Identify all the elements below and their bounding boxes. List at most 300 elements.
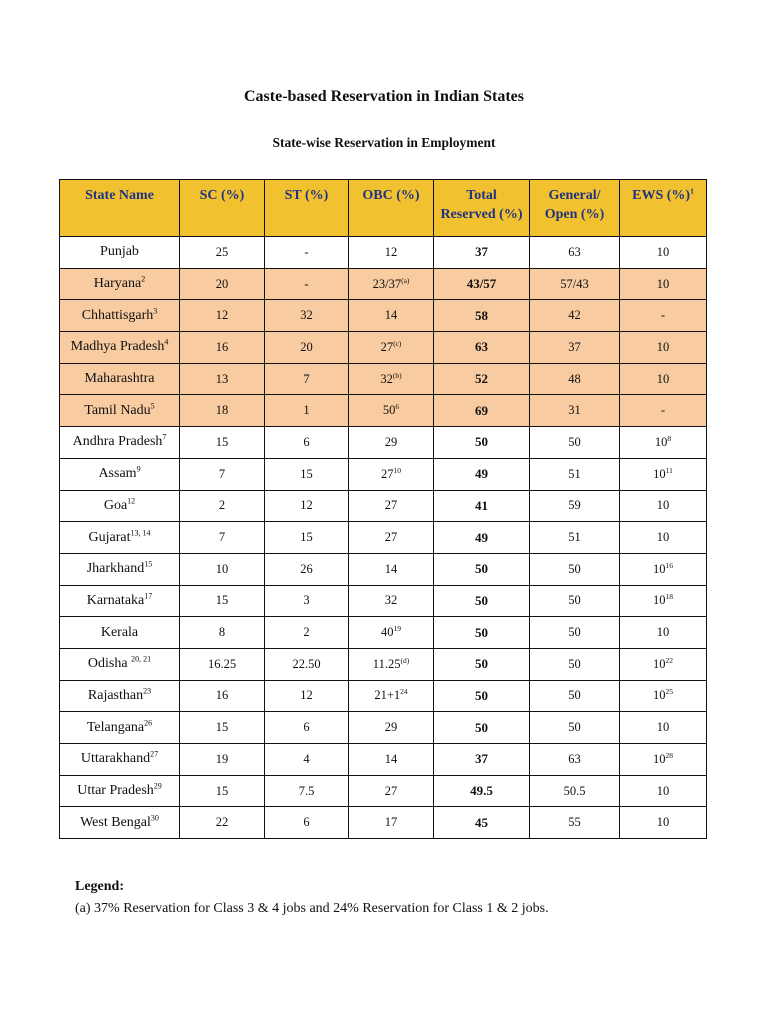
cell-ews-value: 10 bbox=[654, 434, 668, 449]
cell-general-open bbox=[530, 617, 620, 649]
cell-state-name bbox=[60, 712, 180, 744]
footnote-marker: 29 bbox=[153, 781, 162, 791]
cell-obc-value: 50 bbox=[382, 403, 396, 418]
cell-st-value: 6 bbox=[303, 815, 310, 830]
cell-obc bbox=[349, 458, 434, 490]
cell-general-open bbox=[530, 585, 620, 617]
table-row bbox=[60, 363, 707, 395]
cell-sc bbox=[180, 553, 265, 585]
cell-ews bbox=[620, 553, 707, 585]
cell-st-value: 12 bbox=[300, 688, 313, 703]
cell-state-name-value: Chhattisgarh bbox=[81, 307, 154, 323]
cell-state-name-value: Punjab bbox=[100, 244, 139, 260]
cell-st-value: 4 bbox=[303, 751, 310, 766]
cell-state-name bbox=[60, 680, 180, 712]
legend-title: Legend: bbox=[75, 879, 124, 894]
cell-st-value: 3 bbox=[303, 593, 310, 608]
cell-general-open-value: 48 bbox=[568, 371, 581, 386]
cell-st-value: 32 bbox=[300, 308, 313, 323]
cell-obc bbox=[349, 268, 434, 300]
cell-st-value: 12 bbox=[300, 498, 313, 513]
cell-state-name-value: Gujarat bbox=[88, 529, 131, 545]
cell-st bbox=[265, 395, 349, 427]
cell-sc-value: 15 bbox=[215, 720, 229, 735]
footnote-marker: 12 bbox=[127, 496, 136, 506]
cell-obc-value: 14 bbox=[384, 751, 398, 766]
cell-general-open-value: 51 bbox=[568, 530, 581, 545]
cell-sc bbox=[180, 775, 265, 807]
cell-obc-value: 29 bbox=[384, 720, 398, 735]
cell-total-reserved-value: 63 bbox=[475, 339, 488, 355]
cell-state-name-value: Kerala bbox=[100, 624, 139, 640]
cell-ews-value: 10 bbox=[653, 751, 666, 766]
cell-general-open-value: 42 bbox=[568, 308, 581, 323]
cell-sc-value: 16.25 bbox=[207, 656, 237, 671]
footnote-marker: 22 bbox=[665, 655, 673, 665]
cell-general-open-value: 63 bbox=[568, 751, 581, 766]
footnote-marker: 20, 21 bbox=[131, 654, 152, 664]
cell-st-value: 2 bbox=[303, 625, 310, 640]
cell-obc bbox=[349, 522, 434, 554]
footnote-marker: 25 bbox=[665, 687, 673, 697]
cell-sc-value: 8 bbox=[218, 625, 226, 640]
cell-ews-value: 10 bbox=[656, 720, 670, 735]
page-title: Caste-based Reservation in Indian States bbox=[243, 88, 524, 105]
cell-state-name-value: West Bengal bbox=[80, 814, 151, 830]
cell-ews bbox=[620, 300, 707, 332]
cell-ews bbox=[620, 427, 707, 459]
cell-obc bbox=[349, 585, 434, 617]
cell-general-open bbox=[530, 712, 620, 744]
cell-state-name bbox=[60, 553, 180, 585]
table-row bbox=[60, 237, 707, 269]
cell-sc-value: 19 bbox=[215, 751, 229, 766]
footnote-marker: 28 bbox=[665, 750, 673, 760]
cell-total-reserved bbox=[434, 300, 530, 332]
cell-obc-value: 17 bbox=[384, 815, 398, 830]
table-row bbox=[60, 553, 707, 585]
cell-state-name bbox=[60, 648, 180, 680]
cell-sc bbox=[180, 712, 265, 744]
footnote-marker: 17 bbox=[144, 591, 153, 601]
cell-sc-value: 16 bbox=[215, 339, 229, 354]
cell-st bbox=[265, 744, 349, 776]
cell-sc-value: 13 bbox=[215, 371, 229, 386]
footnote-marker: 8 bbox=[667, 433, 672, 443]
cell-total-reserved bbox=[434, 744, 530, 776]
cell-obc bbox=[349, 648, 434, 680]
cell-ews-value: 10 bbox=[656, 371, 670, 386]
cell-general-open bbox=[530, 553, 620, 585]
cell-state-name-value: Haryana bbox=[93, 276, 142, 292]
cell-sc bbox=[180, 458, 265, 490]
cell-ews bbox=[620, 268, 707, 300]
cell-sc bbox=[180, 617, 265, 649]
cell-ews bbox=[620, 744, 707, 776]
cell-general-open-value: 50.5 bbox=[563, 783, 586, 798]
cell-st bbox=[265, 680, 349, 712]
cell-state-name-value: Rajasthan bbox=[87, 687, 144, 703]
cell-general-open bbox=[530, 458, 620, 490]
cell-sc-value: 22 bbox=[215, 815, 229, 830]
cell-total-reserved bbox=[434, 268, 530, 300]
cell-state-name bbox=[60, 585, 180, 617]
cell-st-value: 15 bbox=[300, 530, 313, 545]
cell-state-name bbox=[60, 807, 180, 839]
cell-obc bbox=[349, 807, 434, 839]
cell-st-value: 26 bbox=[300, 561, 313, 576]
table-row bbox=[60, 680, 707, 712]
cell-obc-value: 12 bbox=[384, 244, 398, 259]
cell-general-open bbox=[530, 522, 620, 554]
cell-sc bbox=[180, 807, 265, 839]
cell-obc bbox=[349, 237, 434, 269]
cell-sc bbox=[180, 585, 265, 617]
cell-st bbox=[265, 775, 349, 807]
cell-ews-value: 10 bbox=[656, 276, 670, 291]
cell-general-open bbox=[530, 680, 620, 712]
cell-state-name bbox=[60, 617, 180, 649]
table-row bbox=[60, 427, 707, 459]
cell-total-reserved bbox=[434, 680, 530, 712]
cell-general-open-value: 50 bbox=[568, 434, 581, 449]
cell-obc-value: 14 bbox=[384, 561, 398, 576]
cell-sc bbox=[180, 332, 265, 364]
cell-state-name-value: Uttarakhand bbox=[80, 751, 151, 767]
cell-obc-value: 27 bbox=[384, 498, 398, 513]
footnote-marker: (b) bbox=[392, 370, 402, 380]
cell-obc-value: 27 bbox=[380, 339, 394, 354]
cell-state-name bbox=[60, 522, 180, 554]
cell-ews-value: 10 bbox=[656, 498, 670, 513]
cell-total-reserved bbox=[434, 617, 530, 649]
cell-total-reserved-value: 49 bbox=[475, 529, 488, 545]
cell-total-reserved bbox=[434, 522, 530, 554]
footnote-marker: 3 bbox=[153, 306, 158, 316]
reservation-table bbox=[59, 179, 707, 839]
cell-state-name-value: Assam bbox=[98, 466, 137, 482]
cell-ews-value: 10 bbox=[656, 625, 670, 640]
cell-general-open-value: 50 bbox=[568, 625, 581, 640]
cell-obc bbox=[349, 490, 434, 522]
footnote-marker: 11 bbox=[665, 465, 673, 475]
footnote-marker: 5 bbox=[150, 401, 155, 411]
cell-total-reserved-value: 49 bbox=[475, 466, 488, 482]
cell-obc-value: 32 bbox=[384, 593, 398, 608]
cell-sc-value: 2 bbox=[218, 498, 226, 513]
header-total-reserved bbox=[434, 180, 530, 237]
header-st: ST (%) bbox=[265, 180, 349, 237]
cell-obc-value: 32 bbox=[380, 371, 393, 386]
cell-ews-value: 10 bbox=[653, 466, 666, 481]
cell-sc bbox=[180, 680, 265, 712]
cell-state-name-value: Goa bbox=[103, 497, 128, 513]
table-row bbox=[60, 807, 707, 839]
cell-obc bbox=[349, 775, 434, 807]
footnote-marker: 2 bbox=[141, 274, 146, 284]
cell-general-open bbox=[530, 775, 620, 807]
cell-total-reserved-value: 43/57 bbox=[466, 276, 497, 292]
cell-obc bbox=[349, 617, 434, 649]
cell-st bbox=[265, 427, 349, 459]
cell-st bbox=[265, 300, 349, 332]
cell-st bbox=[265, 807, 349, 839]
cell-st bbox=[265, 617, 349, 649]
cell-obc bbox=[349, 553, 434, 585]
cell-st-value: - bbox=[304, 244, 309, 259]
cell-total-reserved bbox=[434, 237, 530, 269]
cell-general-open-value: 63 bbox=[568, 244, 581, 259]
cell-total-reserved bbox=[434, 775, 530, 807]
footnote-marker: 27 bbox=[150, 749, 159, 759]
footnote-marker: 9 bbox=[136, 464, 141, 474]
table-body bbox=[60, 237, 707, 839]
header-sc: SC (%) bbox=[180, 180, 265, 237]
cell-state-name bbox=[60, 775, 180, 807]
header-total-line1: Total bbox=[466, 188, 497, 203]
table-row bbox=[60, 268, 707, 300]
cell-general-open-value: 50 bbox=[568, 656, 581, 671]
cell-sc-value: 7 bbox=[218, 466, 226, 481]
cell-ews bbox=[620, 807, 707, 839]
cell-sc-value: 12 bbox=[215, 308, 229, 323]
cell-ews bbox=[620, 490, 707, 522]
cell-total-reserved bbox=[434, 395, 530, 427]
cell-obc-value: 21+1 bbox=[374, 688, 401, 703]
footnote-marker: 10 bbox=[393, 465, 401, 475]
cell-obc-value: 27 bbox=[381, 466, 394, 481]
cell-ews bbox=[620, 332, 707, 364]
cell-st-value: 15 bbox=[300, 466, 313, 481]
cell-ews-value: 10 bbox=[656, 530, 670, 545]
cell-general-open bbox=[530, 395, 620, 427]
header-state-name: State Name bbox=[60, 180, 180, 237]
cell-st-value: 22.50 bbox=[292, 656, 321, 671]
footnote-marker: 24 bbox=[400, 687, 408, 697]
cell-ews-value: 10 bbox=[656, 244, 670, 259]
cell-total-reserved bbox=[434, 490, 530, 522]
header-general-open bbox=[530, 180, 620, 237]
cell-st-value: 6 bbox=[303, 720, 310, 735]
cell-general-open bbox=[530, 300, 620, 332]
cell-total-reserved-value: 58 bbox=[475, 307, 488, 323]
table-header-row bbox=[60, 180, 707, 237]
cell-st bbox=[265, 268, 349, 300]
cell-obc bbox=[349, 332, 434, 364]
cell-obc bbox=[349, 395, 434, 427]
cell-total-reserved bbox=[434, 363, 530, 395]
cell-total-reserved-value: 50 bbox=[475, 592, 488, 608]
cell-general-open-value: 50 bbox=[568, 593, 581, 608]
cell-total-reserved-value: 49.5 bbox=[470, 783, 493, 799]
cell-general-open bbox=[530, 332, 620, 364]
cell-ews-value: 10 bbox=[656, 783, 670, 798]
cell-total-reserved-value: 50 bbox=[475, 719, 488, 735]
cell-total-reserved bbox=[434, 332, 530, 364]
footnote-marker: 13, 14 bbox=[130, 527, 151, 537]
cell-state-name-value: Maharashtra bbox=[84, 371, 155, 387]
footnote-marker: (d) bbox=[400, 655, 410, 665]
header-general-line1: General/ bbox=[548, 188, 601, 203]
cell-state-name bbox=[60, 363, 180, 395]
cell-st bbox=[265, 490, 349, 522]
cell-general-open bbox=[530, 363, 620, 395]
cell-sc-value: 10 bbox=[215, 561, 229, 576]
cell-state-name-value: Uttar Pradesh bbox=[77, 783, 154, 799]
cell-obc bbox=[349, 712, 434, 744]
cell-total-reserved-value: 37 bbox=[475, 244, 488, 260]
cell-total-reserved bbox=[434, 458, 530, 490]
cell-sc-value: 15 bbox=[215, 434, 229, 449]
cell-total-reserved-value: 50 bbox=[475, 687, 488, 703]
cell-total-reserved bbox=[434, 553, 530, 585]
cell-state-name bbox=[60, 395, 180, 427]
cell-total-reserved-value: 37 bbox=[475, 751, 488, 767]
cell-ews bbox=[620, 237, 707, 269]
cell-general-open-value: 59 bbox=[568, 498, 581, 513]
cell-general-open-value: 51 bbox=[568, 466, 581, 481]
footnote-marker: 26 bbox=[144, 718, 153, 727]
page-subtitle: State-wise Reservation in Employment bbox=[272, 135, 496, 150]
cell-state-name bbox=[60, 744, 180, 776]
cell-general-open bbox=[530, 427, 620, 459]
cell-general-open-value: 37 bbox=[568, 339, 581, 354]
table-row bbox=[60, 775, 707, 807]
cell-ews bbox=[620, 617, 707, 649]
cell-sc bbox=[180, 648, 265, 680]
footnote-marker: 7 bbox=[162, 432, 167, 442]
cell-obc-value: 27 bbox=[384, 530, 398, 545]
cell-total-reserved bbox=[434, 427, 530, 459]
cell-ews-value: 10 bbox=[653, 593, 666, 608]
cell-sc-value: 7 bbox=[218, 530, 226, 545]
cell-state-name-value: Andhra Pradesh bbox=[72, 434, 163, 450]
cell-general-open-value: 50 bbox=[568, 720, 581, 735]
footnote-marker: 4 bbox=[164, 337, 169, 347]
cell-total-reserved bbox=[434, 807, 530, 839]
cell-obc-value: 29 bbox=[384, 434, 398, 449]
cell-sc-value: 20 bbox=[215, 276, 229, 291]
cell-sc bbox=[180, 522, 265, 554]
cell-obc bbox=[349, 427, 434, 459]
cell-sc-value: 25 bbox=[215, 244, 229, 259]
footnote-marker: 15 bbox=[144, 559, 153, 569]
cell-st bbox=[265, 553, 349, 585]
cell-obc-value: 27 bbox=[384, 783, 398, 798]
cell-sc bbox=[180, 237, 265, 269]
footnote-marker: 6 bbox=[395, 402, 400, 412]
cell-sc bbox=[180, 395, 265, 427]
header-ews-label: EWS (%) bbox=[632, 188, 691, 203]
cell-st bbox=[265, 363, 349, 395]
cell-state-name bbox=[60, 237, 180, 269]
table-row bbox=[60, 648, 707, 680]
cell-ews-value: 10 bbox=[656, 339, 670, 354]
table-row bbox=[60, 458, 707, 490]
cell-ews-value: - bbox=[660, 403, 666, 418]
footnote-marker: (c) bbox=[393, 338, 402, 348]
cell-ews-value: 10 bbox=[653, 688, 666, 703]
cell-total-reserved-value: 69 bbox=[475, 402, 488, 418]
cell-sc-value: 16 bbox=[215, 688, 229, 703]
table-row bbox=[60, 712, 707, 744]
cell-general-open bbox=[530, 490, 620, 522]
footnote-marker: (a) bbox=[401, 275, 410, 285]
cell-st-value: 7 bbox=[303, 371, 310, 386]
cell-total-reserved bbox=[434, 648, 530, 680]
header-general-line2: Open (%) bbox=[544, 207, 605, 222]
cell-sc-value: 18 bbox=[215, 403, 229, 418]
cell-sc bbox=[180, 490, 265, 522]
header-total-line2: Reserved (%) bbox=[440, 207, 523, 222]
cell-ews-value: - bbox=[660, 308, 666, 323]
cell-general-open-value: 50 bbox=[568, 688, 581, 703]
cell-state-name bbox=[60, 427, 180, 459]
cell-ews bbox=[620, 395, 707, 427]
cell-state-name-value: Jharkhand bbox=[86, 561, 145, 577]
header-obc: OBC (%) bbox=[349, 180, 434, 237]
cell-obc-value: 14 bbox=[384, 308, 398, 323]
cell-state-name bbox=[60, 332, 180, 364]
footnote-marker: 18 bbox=[665, 592, 673, 602]
cell-general-open-value: 50 bbox=[568, 561, 581, 576]
cell-obc-value: 40 bbox=[381, 625, 394, 640]
cell-general-open bbox=[530, 807, 620, 839]
legend-item: (a) 37% Reservation for Class 3 & 4 jobs and 24% Reservation for Class 1 & 2 jobs. bbox=[75, 901, 549, 916]
cell-total-reserved-value: 41 bbox=[475, 497, 488, 513]
cell-total-reserved-value: 50 bbox=[475, 561, 488, 577]
cell-state-name bbox=[60, 300, 180, 332]
cell-st bbox=[265, 585, 349, 617]
cell-general-open bbox=[530, 744, 620, 776]
table-row bbox=[60, 300, 707, 332]
cell-total-reserved-value: 45 bbox=[475, 814, 488, 830]
cell-state-name bbox=[60, 458, 180, 490]
cell-general-open-value: 57/43 bbox=[560, 276, 589, 291]
cell-st bbox=[265, 237, 349, 269]
cell-ews bbox=[620, 680, 707, 712]
cell-ews bbox=[620, 458, 707, 490]
cell-ews bbox=[620, 585, 707, 617]
table-row bbox=[60, 617, 707, 649]
footnote-marker: 19 bbox=[393, 623, 401, 633]
cell-ews bbox=[620, 648, 707, 680]
table-row bbox=[60, 395, 707, 427]
footnote-marker: 23 bbox=[143, 686, 152, 696]
cell-ews bbox=[620, 712, 707, 744]
legend bbox=[75, 876, 549, 920]
cell-st bbox=[265, 522, 349, 554]
cell-total-reserved-value: 50 bbox=[475, 434, 488, 450]
cell-state-name-value: Telangana bbox=[86, 719, 145, 735]
cell-ews bbox=[620, 775, 707, 807]
cell-sc bbox=[180, 300, 265, 332]
cell-obc-value: 11.25 bbox=[372, 656, 401, 671]
cell-sc-value: 15 bbox=[215, 593, 229, 608]
cell-state-name-value: Karnataka bbox=[86, 592, 145, 608]
cell-general-open bbox=[530, 237, 620, 269]
cell-obc bbox=[349, 744, 434, 776]
cell-st-value: 1 bbox=[303, 403, 310, 418]
cell-st bbox=[265, 648, 349, 680]
header-ews-footnote: 1 bbox=[690, 186, 694, 196]
cell-general-open-value: 55 bbox=[568, 815, 581, 830]
cell-total-reserved-value: 52 bbox=[475, 371, 488, 387]
cell-ews-value: 10 bbox=[653, 561, 666, 576]
cell-st bbox=[265, 332, 349, 364]
cell-sc bbox=[180, 744, 265, 776]
cell-st-value: 7.5 bbox=[298, 783, 315, 798]
